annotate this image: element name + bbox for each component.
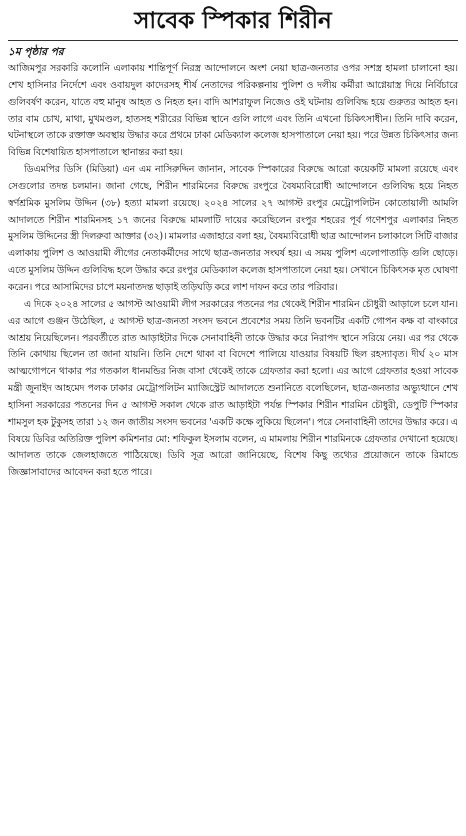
article-paragraph-1: আজিমপুর সরকারি কলোনি এলাকায় শান্তিপূর্ণ নিরস্ত্র আন্দোলনে অংশ নেয়া ছাত্র-জনতার ওপর সশস্ত্র হামলা চালানো হয়। শেখ হাসিনার নির্দেশে এবং ওবায়দুল কাদেরসহ শীর্ষ নেতাদের পরিকল্পনায় পুলিশ ও দলীয় কর্মীরা আগ্নেয়াস্ত্র দিয়ে নির্বিচারে গুলিবর্ষণ করেন, যাতে বহু মানুষ আহত ও নিহত হন। বাদি আশরাফুল নিজেও ওই ঘটনায় গুলিবিদ্ধ হয়ে গুরুতর আহত হন। তার বাম চোখ, মাথা, মুখমণ্ডল, হাতসহ শরীরের বিভিন্ন স্থানে গুলি লাগে এবং তিনি এখনো চিকিৎসাধীন। তিনি দাবি করেন, ঘটনাস্থলে তাকে রক্তাক্ত অবস্থায় উদ্ধার করে প্রথমে ঢাকা মেডিক্যাল কলেজ হাসপাতালে নেয়া হয়। পরে উন্নত চিকিৎসার জন্য বিভিন্ন বিশেষায়িত হাসপাতালে স্থানান্তর করা হয়। [8, 63, 458, 159]
article-paragraph-3: এ দিকে ২০২৪ সালের ৫ আগস্ট আওয়ামী লীগ সরকারের পতনের পর থেকেই শিরীন শারমিন চৌধুরী আড়ালে চলে যান। এর আগে গুঞ্জন উঠেছিল, ৫ আগস্ট ছাত্র-জনতা সংসদ ভবনে প্রবেশের সময় তিনি ভবনটির একটি গোপন কক্ষ বা বাংকারে আশ্রয় নিয়েছিলেন। পরবর্তীতে রাত আড়াইটার দিকে সেনাবাহিনী তাকে উদ্ধার করে নিরাপদ স্থানে সরিয়ে নেয়। এর পর থেকে তিনি কোথায় ছিলেন তা জানা যায়নি। তিনি দেশে থাকা বা বিদেশে পালিয়ে যাওয়ার বিষয়টি ছিল রহস্যাবৃত। দীর্ঘ ২০ মাস আত্মগোপনে থাকার পর গতকাল ধানমন্ডির নিজ বাসা থেকেই তাকে গ্রেফতার করা হলো। এর আগে গ্রেফতার হওয়া সাবেক মন্ত্রী জুনাইদ আহমেদ পলক ঢাকার মেট্রোপলিটন ম্যাজিস্ট্রেট আদালতে শুনানিতে বলেছিলেন, ছাত্র-জনতার অভ্যুত্থানে শেখ হাসিনা সরকারের পতনের দিন ৫ আগস্ট সকাল থেকে রাত আড়াইটা পর্যন্ত স্পিকার শিরীন শারমিন চৌধুরী, ডেপুটি স্পিকার শামসুল হক টুকুসহ তারা ১২ জন জাতীয় সংসদ ভবনের 'একটি কক্ষে লুকিয়ে ছিলেন'। পরে সেনাবাহিনী তাদের উদ্ধার করে। এ বিষয়ে ডিবির অতিরিক্ত পুলিশ কমিশনার মো: শফিকুল ইসলাম বলেন, এ মামলায় শিরীন শারমিনকে গ্রেফতার দেখানো হয়েছে। আদালত তাকে জেলহাজতে পাঠিয়েছে। ডিবি সূত্র আরো জানিয়েছে, বিশেষ কিছু তথ্যের প্রয়োজনে তাকে রিমান্ডে জিজ্ঞাসাবাদের আবেদন করা হতে পারে। [8, 298, 458, 479]
article-headline: সাবেক স্পিকার শিরীন [8, 4, 458, 41]
article-paragraph-2: ডিএমপির ডিসি (মিডিয়া) এন এম নাসিরুদ্দিন জানান, সাবেক স্পিকারের বিরুদ্ধে আরো কয়েকটি মামলা রয়েছে এবং সেগুলোর তদন্ত চলমান। জানা গেছে, শিরীন শারমিনের বিরুদ্ধে রংপুরে বৈষম্যবিরোধী আন্দোলনে গুলিবিদ্ধ হয়ে নিহত স্বর্ণশ্রমিক মুসলিম উদ্দিন (৩৮) হত্যা মামলা রয়েছে। ২০২৪ সালের ২৭ আগস্ট রংপুর মেট্রোপলিটন কোতোয়ালী আমলি আদালতে শিরীন শারমিনসহ ১৭ জনের বিরুদ্ধে মামলাটি দায়ের করেছিলেন রংপুর শহরের পূর্ব গণেশপুর এলাকার নিহত মুসলিম উদ্দিনের স্ত্রী দিলরুবা আক্তার (৩২)। মামলার এজাহারে বলা হয়, বৈষম্যবিরোধী ছাত্র আন্দোলন চলাকালে সিটি বাজার এলাকায় পুলিশ ও আওয়ামী লীগের নেতাকর্মীদের সাথে ছাত্র-জনতার সংঘর্ষ হয়। এ সময় পুলিশ এলোপাতাড়ি গুলি ছোড়ে। এতে মুসলিম উদ্দিন গুলিবিদ্ধ হলে উদ্ধার করে রংপুর মেডিক্যাল কলেজ হাসপাতালে নেয়া হয়। সেখানে চিকিৎসক মৃত ঘোষণা করেন। পরে আসামিদের চাপে ময়নাতদন্ত ছাড়াই তড়িঘড়ি করে লাশ দাফন করে তার পরিবার। [8, 164, 458, 293]
continued-from-label: ১ম পৃষ্ঠার পর [8, 46, 64, 58]
